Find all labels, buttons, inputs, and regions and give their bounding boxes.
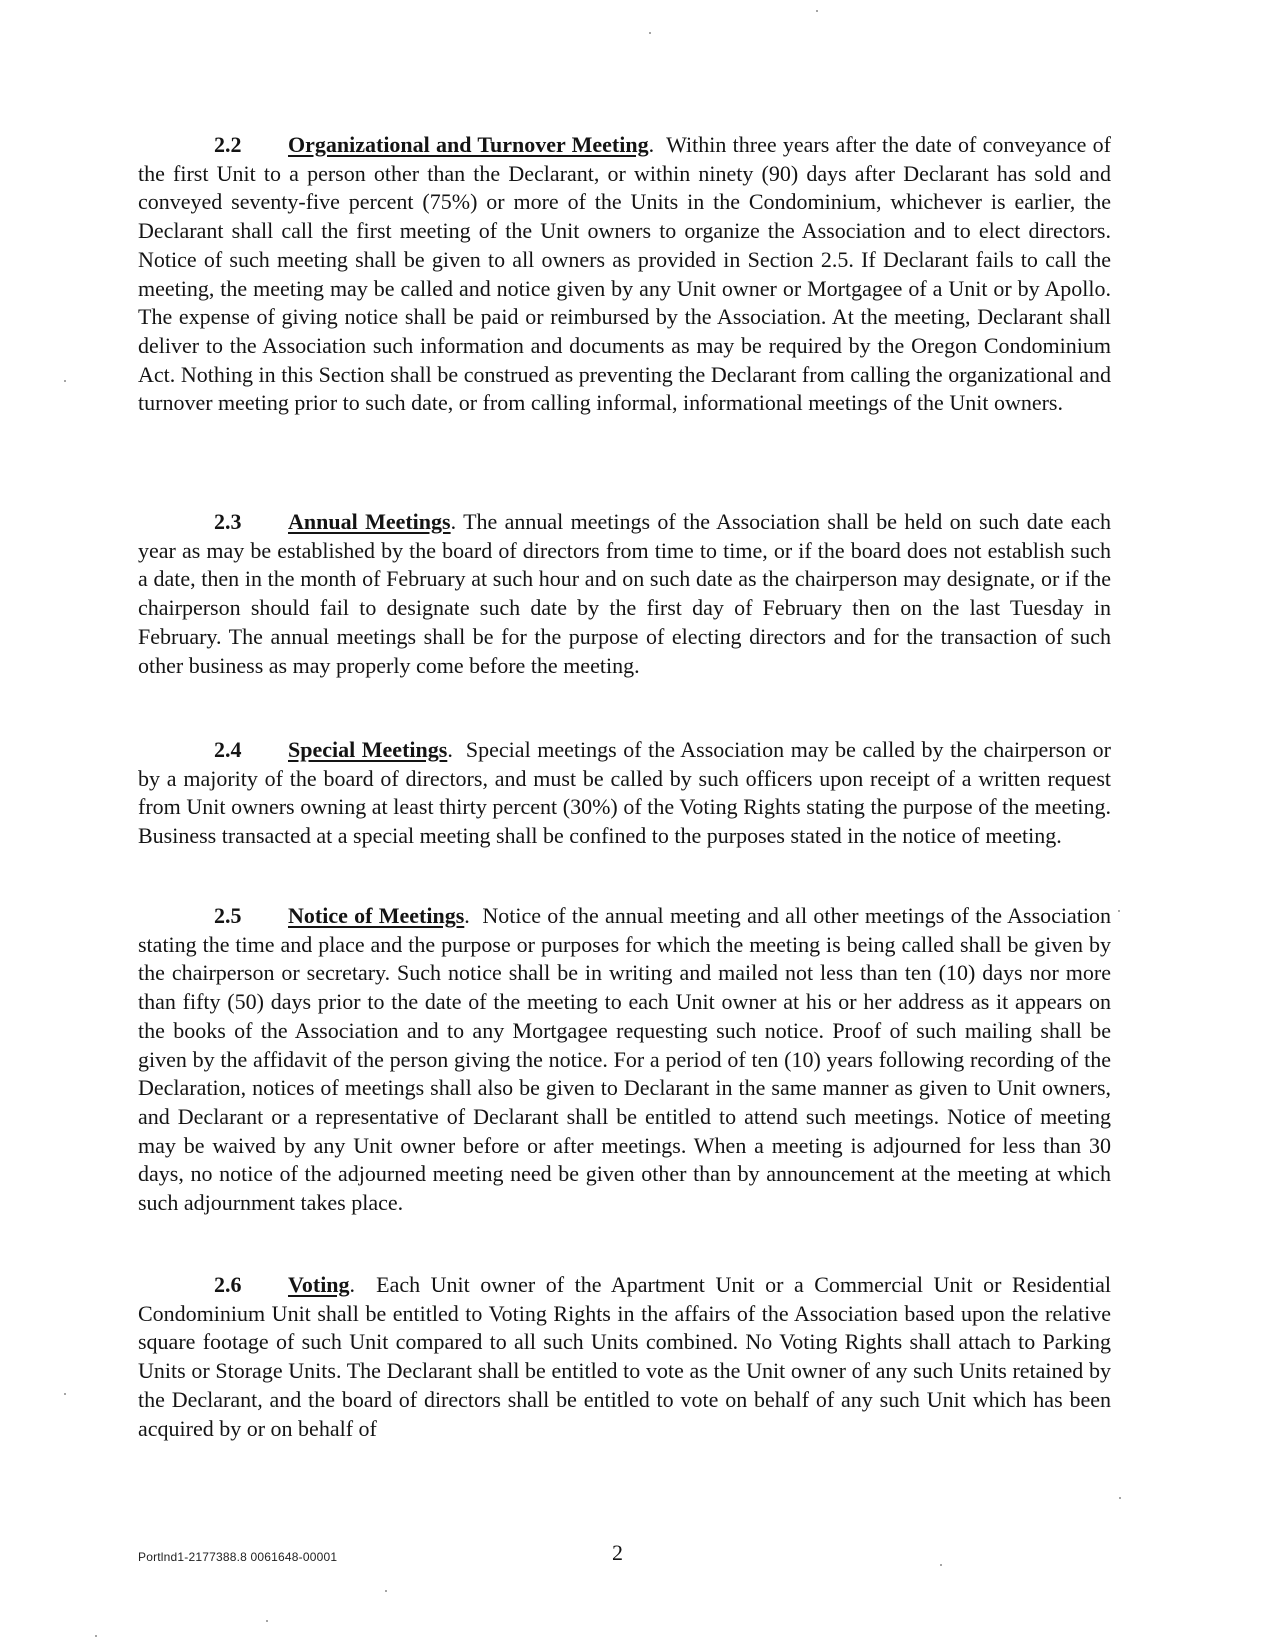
section-body: Each Unit owner of the Apartment Unit or a Commercial Unit or Residential Condominium Unit shall be entitled to Voting Rights in the affairs of the Association based upon the relative square footage of such Unit compared to all such Units combined. No Voting Rights shall attach to Parking Units or Storage Units. The Declarant shall be entitled to vote as the Unit owner of any such Units retained by the Declarant, and the board of directors shall be entitled to vote on behalf of any such Unit which has been acquired by or on behalf of bbox=[138, 1272, 1112, 1441]
section-title: Voting bbox=[288, 1272, 350, 1297]
section-body: Special meetings of the Association may be called by the chairperson or by a majority of the board of directors, and must be called by such officers upon receipt of a written request from Unit owners owning at least thirty percent (30%) of the Voting Rights stating the purpose of the meeting. Business transacted at a special meeting shall be confined to the purposes stated in the notice of meeting. bbox=[138, 737, 1112, 849]
section-body: The annual meetings of the Association shall be held on such date each year as may be established by the board of directors from time to time, or if the board does not establish such a date, then in the month of February at such hour and on such date as the chairperson may designate, or if the chairperson should fail to designate such date by the first day of February then on the last Tuesday in February. The annual meetings shall be for the purpose of electing directors and for the transaction of such other business as may properly come before the meeting. bbox=[138, 509, 1111, 678]
section-2-2: 2.2 Organizational and Turnover Meeting. Within three years after the date of conveyance of the first Unit to a person other than the Declarant, or within ninety (90) days after Declarant has sold and conveyed seventy-five percent (75%) or more of the Units in the Condominium, whichever is earlier, the Declarant shall call the first meeting of the Unit owners to organize the Association and to elect directors. Notice of such meeting shall be given to all owners as provided in Section 2.5. If Declarant fails to call the meeting, the meeting may be called and notice given by any Unit owner or Mortgagee of a Unit or by Apollo. The expense of giving notice shall be paid or reimbursed by the Association. At the meeting, Declarant shall deliver to the Association such information and documents as may be required by the Oregon Condominium Act. Nothing in this Section shall be construed as preventing the Declarant from calling the organizational and turnover meeting prior to such date, or from calling informal, informational meetings of the Unit owners. bbox=[138, 132, 1111, 416]
section-body: Notice of the annual meeting and all other meetings of the Association stating the time and place and the purpose or purposes for which the meeting is being called shall be given by the chairperson or secretary. Such notice shall be in writing and mailed not less than ten (10) days nor more than fifty (50) days prior to the date of the meeting to each Unit owner at his or her address as it appears on the books of the Association and to any Mortgagee requesting such notice. Proof of such mailing shall be given by the affidavit of the person giving the notice. For a period of ten (10) years following recording of the Declaration, notices of meetings shall also be given to Declarant in the same manner as given to Unit owners, and Declarant or a representative of Declarant shall be entitled to attend such meetings. Notice of meeting may be waived by any Unit owner before or after meetings. When a meeting is adjourned for less than 30 days, no notice of the adjourned meeting need be given other than by announcement at the meeting at which such adjournment takes place. bbox=[138, 903, 1112, 1216]
scan-speck bbox=[940, 1564, 942, 1566]
section-title: Special Meetings bbox=[288, 737, 448, 762]
section-body: Within three years after the date of conveyance of the first Unit to a person other than the Declarant, or within ninety (90) days after Declarant has sold and conveyed seventy-five percent (75%) or more of the Units in the Condominium, whichever is earlier, the Declarant shall call the first meeting of the Unit owners to organize the Association and to elect directors. Notice of such meeting shall be given to all owners as provided in Section 2.5. If Declarant fails to call the meeting, the meeting may be called and notice given by any Unit owner or Mortgagee of a Unit or by Apollo. The expense of giving notice shall be paid or reimbursed by the Association. At the meeting, Declarant shall deliver to the Association such information and documents as may be required by the Oregon Condominium Act. Nothing in this Section shall be construed as preventing the Declarant from calling the organizational and turnover meeting prior to such date, or from calling informal, informational meetings of the Unit owners. bbox=[138, 132, 1111, 416]
scan-speck bbox=[385, 1590, 387, 1592]
footer-document-id: Portlnd1-2177388.8 0061648-00001 bbox=[138, 1550, 338, 1564]
section-2-5: 2.5 Notice of Meetings. Notice of the annual meeting and all other meetings of the Association stating the time and place and the purpose or purposes for which the meeting is being called shall be given by the chairperson or secretary. Such notice shall be in writing and mailed not less than ten (10) days nor more than fifty (50) days prior to the date of the meeting to each Unit owner at his or her address as it appears on the books of the Association and to any Mortgagee requesting such notice. Proof of such mailing shall be given by the affidavit of the person giving the notice. For a period of ten (10) years following recording of the Declaration, notices of meetings shall also be given to Declarant in the same manner as given to Unit owners, and Declarant or a representative of Declarant shall be entitled to attend such meetings. Notice of meeting may be waived by any Unit owner before or after meetings. When a meeting is adjourned for less than 30 days, no notice of the adjourned meeting need be given other than by announcement at the meeting at which such adjournment takes place. bbox=[138, 903, 1112, 1216]
scan-speck bbox=[64, 1393, 66, 1395]
section-title: Organizational and Turnover Meeting bbox=[288, 132, 649, 157]
section-2-4: 2.4 Special Meetings. Special meetings of the Association may be called by the chairperson or by a majority of the board of directors, and must be called by such officers upon receipt of a written request from Unit owners owning at least thirty percent (30%) of the Voting Rights stating the purpose of the meeting. Business transacted at a special meeting shall be confined to the purposes stated in the notice of meeting. bbox=[138, 737, 1112, 849]
scan-speck bbox=[816, 10, 818, 12]
section-number: 2.2 bbox=[214, 132, 242, 157]
scan-speck bbox=[266, 1620, 268, 1622]
page-number: 2 bbox=[612, 1540, 623, 1565]
scan-speck bbox=[64, 380, 66, 382]
scan-speck bbox=[1119, 1497, 1121, 1499]
section-number: 2.4 bbox=[214, 737, 242, 762]
section-number: 2.5 bbox=[214, 903, 242, 928]
scan-speck bbox=[95, 1635, 97, 1637]
section-2-3: 2.3 Annual Meetings. The annual meetings of the Association shall be held on such date each year as may be established by the board of directors from time to time, or if the board does not establish such a date, then in the month of February at such hour and on such date as the chairperson may designate, or if the chairperson should fail to designate such date by the first day of February then on the last Tuesday in February. The annual meetings shall be for the purpose of electing directors and for the transaction of such other business as may properly come before the meeting. bbox=[138, 509, 1111, 678]
scan-speck bbox=[649, 32, 651, 34]
section-title: Annual Meetings bbox=[288, 509, 451, 534]
section-2-6: 2.6 Voting. Each Unit owner of the Apartment Unit or a Commercial Unit or Residential Condominium Unit shall be entitled to Voting Rights in the affairs of the Association based upon the relative square footage of such Unit compared to all such Units combined. No Voting Rights shall attach to Parking Units or Storage Units. The Declarant shall be entitled to vote as the Unit owner of any such Units retained by the Declarant, and the board of directors shall be entitled to vote on behalf of any such Unit which has been acquired by or on behalf of bbox=[138, 1272, 1112, 1441]
section-number: 2.6 bbox=[214, 1272, 242, 1297]
scan-speck bbox=[1118, 910, 1120, 912]
section-number: 2.3 bbox=[214, 509, 242, 534]
section-title: Notice of Meetings bbox=[288, 903, 465, 928]
